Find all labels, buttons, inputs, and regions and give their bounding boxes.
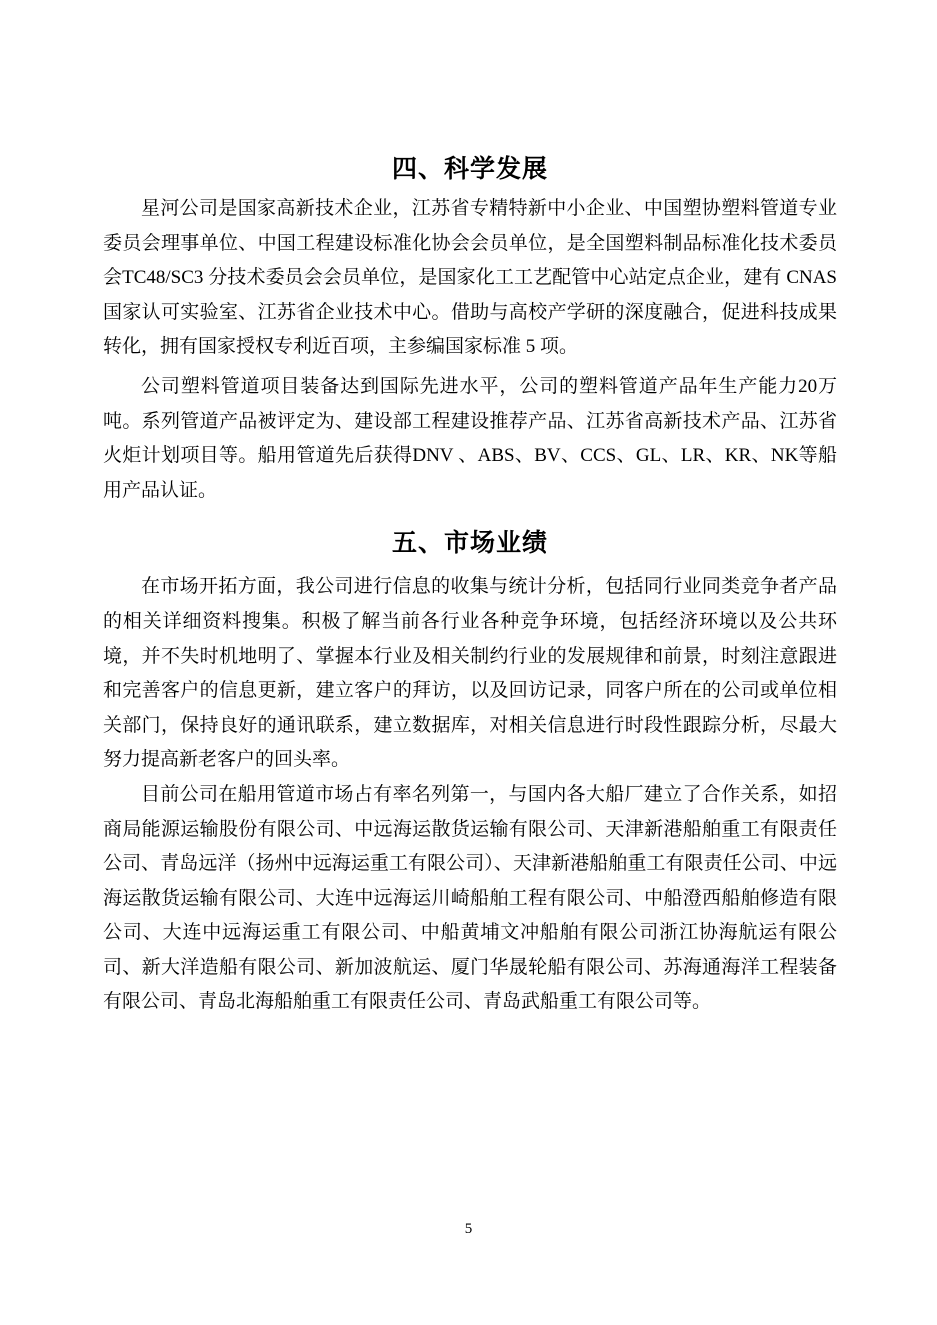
document-body bbox=[103, 0, 837, 1020]
section-heading-market-performance: 五、市场业绩 bbox=[391, 529, 548, 558]
paragraph-product-certifications: 公司塑料管道项目装备达到国际先进水平，公司的塑料管道产品年生产能力20万吨。系列管道产品被评定为、建设部工程建设推荐产品、江苏省高新技术产品、江苏省火炬计划项目等。船用管道先后获得DNV 、ABS、BV、CCS、GL、LR、KR、NK等船用产品认证。 bbox=[103, 375, 837, 501]
page-number: 5 bbox=[464, 1221, 473, 1237]
paragraph-company-qualifications: 星河公司是国家高新技术企业，江苏省专精特新中小企业、中国塑协塑料管道专业委员会理事单位、中国工程建设标准化协会会员单位，是全国塑料制品标准化技术委员会TC48/SC3 分技术委员会会员单位，是国家化工工艺配管中心站定点企业，建有 CNAS 国家认可实验室、江苏省企业技术中心。借助与高校产学研的深度融合，促进科技成果转化，拥有国家授权专利近百项，主参编国家标准 5 项。 bbox=[103, 198, 837, 358]
paragraph-shipyard-partners: 目前公司在船用管道市场占有率名列第一，与国内各大船厂建立了合作关系，如招商局能源运输股份有限公司、中远海运散货运输有限公司、天津新港船舶重工有限责任公司、青岛远洋（扬州中远海运重工有限公司）、天津新港船舶重工有限责任公司、中远海运散货运输有限公司、大连中远海运川崎船舶工程有限公司、中船澄西船舶修造有限公司、大连中远海运重工有限公司、中船黄埔文冲船舶有限公司浙江协海航运有限公司、新大洋造船有限公司、新加波航运、厦门华晟轮船有限公司、苏海通海洋工程装备有限公司、青岛北海船舶重工有限责任公司、青岛武船重工有限公司等。 bbox=[103, 783, 837, 1013]
paragraph-market-research: 在市场开拓方面，我公司进行信息的收集与统计分析，包括同行业同类竞争者产品的相关详细资料搜集。积极了解当前各行业各种竞争环境，包括经济环境以及公共环境，并不失时机地明了、掌握本行业及相关制约行业的发展规律和前景，时刻注意跟进和完善客户的信息更新，建立客户的拜访，以及回访记录，同客户所在的公司或单位相关部门，保持良好的通讯联系，建立数据库，对相关信息进行时段性跟踪分析，尽最大努力提高新老客户的回头率。 bbox=[103, 576, 837, 771]
section-heading-science-development: 四、科学发展 bbox=[391, 155, 548, 183]
